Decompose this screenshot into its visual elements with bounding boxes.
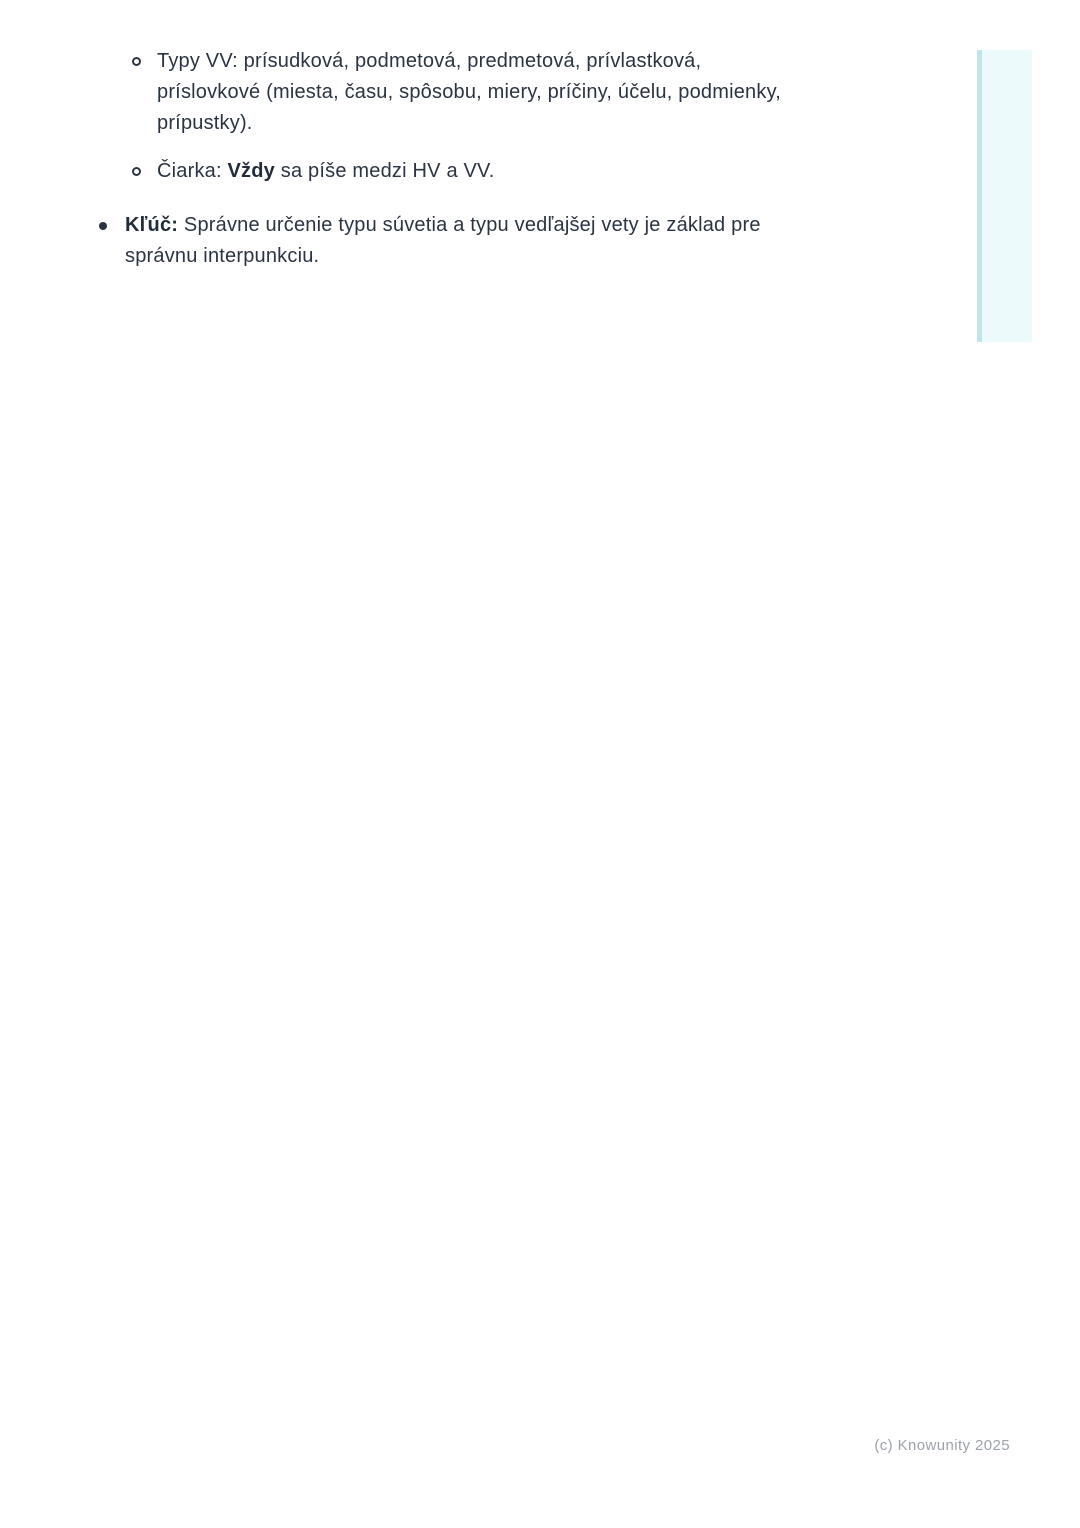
comma-rule-bold: Vždy [227, 160, 275, 182]
circle-bullet-icon [132, 167, 141, 176]
list-item-key-point [95, 210, 817, 272]
key-point-bold: Kľúč: [125, 214, 179, 236]
disc-bullet-icon [99, 222, 107, 230]
copyright-footer: (c) Knowunity 2025 [874, 1437, 1010, 1454]
list-item-text [157, 156, 797, 187]
list-item-types-vv [125, 46, 797, 139]
list-item-comma-rule [125, 156, 797, 187]
list-item-text [125, 210, 817, 272]
comma-rule-suffix: sa píše medzi HV a VV. [275, 160, 495, 182]
comma-rule-prefix: Čiarka: [157, 160, 228, 182]
list-item-text: Typy VV: prísudková, podmetová, predmetová, prívlastková, príslovkové (miesta, času, spôsobu, miery, príčiny, účelu, podmienky, prípustky). [157, 50, 782, 134]
notes-content [0, 46, 817, 272]
circle-bullet-icon [132, 57, 141, 66]
key-point-text: Správne určenie typu súvetia a typu vedľajšej vety je základ pre správnu interpunkciu. [125, 214, 761, 267]
highlight-panel [977, 50, 1032, 342]
